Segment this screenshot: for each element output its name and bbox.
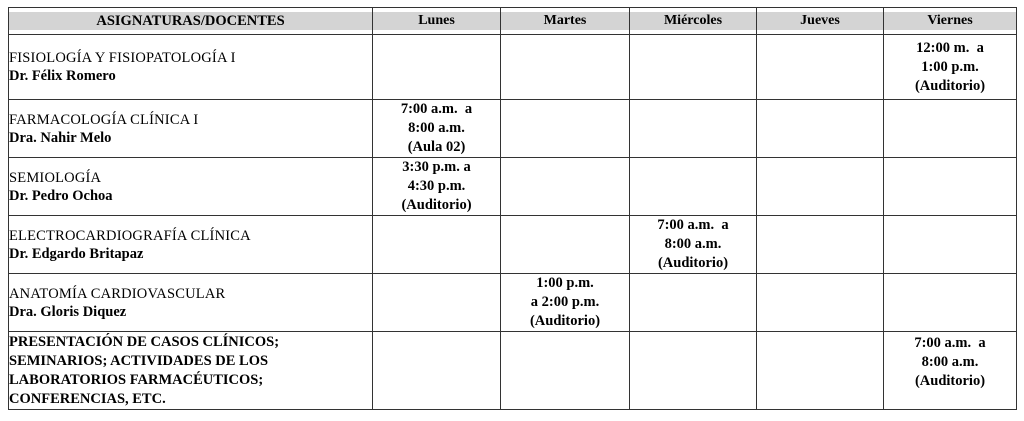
header-jueves-label: Jueves [757, 12, 883, 30]
cell-viernes [884, 35, 1017, 100]
time-line: 4:30 p.m. [407, 178, 466, 194]
cell-viernes [884, 274, 1017, 332]
subject-name: FARMACOLOGÍA CLÍNICA I [9, 111, 199, 128]
schedule-table [8, 7, 1017, 410]
time-line: 1:00 p.m. [921, 58, 979, 75]
cell-miercoles [630, 216, 757, 274]
header-miercoles-label: Miércoles [630, 12, 756, 30]
header-martes [501, 8, 630, 35]
time-line: 8:00 a.m. [921, 354, 979, 370]
cell-lunes [373, 158, 501, 216]
cell-miercoles [630, 332, 757, 410]
time-line: 7:00 a.m. a [657, 217, 729, 233]
teacher-name: Dr. Félix Romero [9, 68, 116, 84]
teacher-name: Dra. Nahir Melo [9, 129, 112, 146]
cell-martes [501, 35, 630, 100]
cell-viernes [884, 216, 1017, 274]
cell-lunes [373, 216, 501, 274]
header-lunes-label: Lunes [373, 12, 500, 30]
table-row [9, 158, 1017, 216]
time-line: (Auditorio) [914, 373, 986, 389]
header-viernes-label: Viernes [884, 12, 1016, 30]
header-lunes [373, 8, 501, 35]
cell-martes [501, 158, 630, 216]
time-line: 12:00 m. a [916, 39, 984, 56]
subject-cell [9, 100, 373, 158]
time-line: (Auditorio) [657, 255, 729, 271]
cell-martes [501, 274, 630, 332]
table-row [9, 35, 1017, 100]
header-subjects [9, 8, 373, 35]
time-line: 8:00 a.m. [664, 236, 722, 252]
cell-lunes [373, 100, 501, 158]
subject-cell [9, 158, 373, 216]
time-line: a 2:00 p.m. [530, 294, 600, 310]
subject-name: ELECTROCARDIOGRAFÍA CLÍNICA [9, 227, 251, 244]
table-row [9, 216, 1017, 274]
header-subjects-label: ASIGNATURAS/DOCENTES [9, 12, 372, 30]
cell-miercoles [630, 158, 757, 216]
cell-jueves [757, 100, 884, 158]
cell-miercoles [630, 100, 757, 158]
subject-line: CONFERENCIAS, ETC. [9, 390, 166, 407]
subject-cell [9, 274, 373, 332]
time-line: (Auditorio) [529, 313, 601, 329]
cell-lunes [373, 332, 501, 410]
cell-jueves [757, 274, 884, 332]
cell-viernes [884, 158, 1017, 216]
subject-line: SEMINARIOS; ACTIVIDADES DE LOS [9, 352, 269, 369]
subject-cell [9, 332, 373, 410]
subject-line: LABORATORIOS FARMACÉUTICOS; [9, 371, 264, 388]
time-line: (Auditorio) [914, 77, 986, 94]
cell-martes [501, 216, 630, 274]
subject-name: FISIOLOGÍA Y FISIOPATOLOGÍA I [9, 50, 236, 66]
teacher-name: Dr. Pedro Ochoa [9, 187, 113, 204]
table-row [9, 274, 1017, 332]
subject-cell [9, 216, 373, 274]
cell-viernes [884, 332, 1017, 410]
header-row [9, 8, 1017, 35]
cell-miercoles [630, 35, 757, 100]
cell-jueves [757, 158, 884, 216]
cell-lunes [373, 35, 501, 100]
cell-martes [501, 332, 630, 410]
header-jueves [757, 8, 884, 35]
subject-name: ANATOMÍA CARDIOVASCULAR [9, 285, 226, 302]
teacher-name: Dra. Gloris Diquez [9, 303, 127, 320]
subject-name: SEMIOLOGÍA [9, 169, 102, 186]
time-line: 7:00 a.m. a [400, 101, 473, 117]
subject-cell [9, 35, 373, 100]
time-line: (Aula 02) [407, 139, 466, 155]
cell-jueves [757, 332, 884, 410]
cell-viernes [884, 100, 1017, 158]
time-line: 3:30 p.m. a [402, 159, 471, 175]
table-row [9, 332, 1017, 410]
time-line: 1:00 p.m. [536, 275, 594, 291]
cell-miercoles [630, 274, 757, 332]
cell-martes [501, 100, 630, 158]
header-martes-label: Martes [501, 12, 629, 30]
time-line: (Auditorio) [401, 197, 472, 213]
cell-jueves [757, 35, 884, 100]
table-row [9, 100, 1017, 158]
teacher-name: Dr. Edgardo Britapaz [9, 245, 144, 262]
cell-jueves [757, 216, 884, 274]
header-viernes [884, 8, 1017, 35]
time-line: 8:00 a.m. [408, 120, 465, 136]
cell-lunes [373, 274, 501, 332]
time-line: 7:00 a.m. a [914, 335, 986, 351]
subject-line: PRESENTACIÓN DE CASOS CLÍNICOS; [9, 333, 280, 350]
header-miercoles [630, 8, 757, 35]
